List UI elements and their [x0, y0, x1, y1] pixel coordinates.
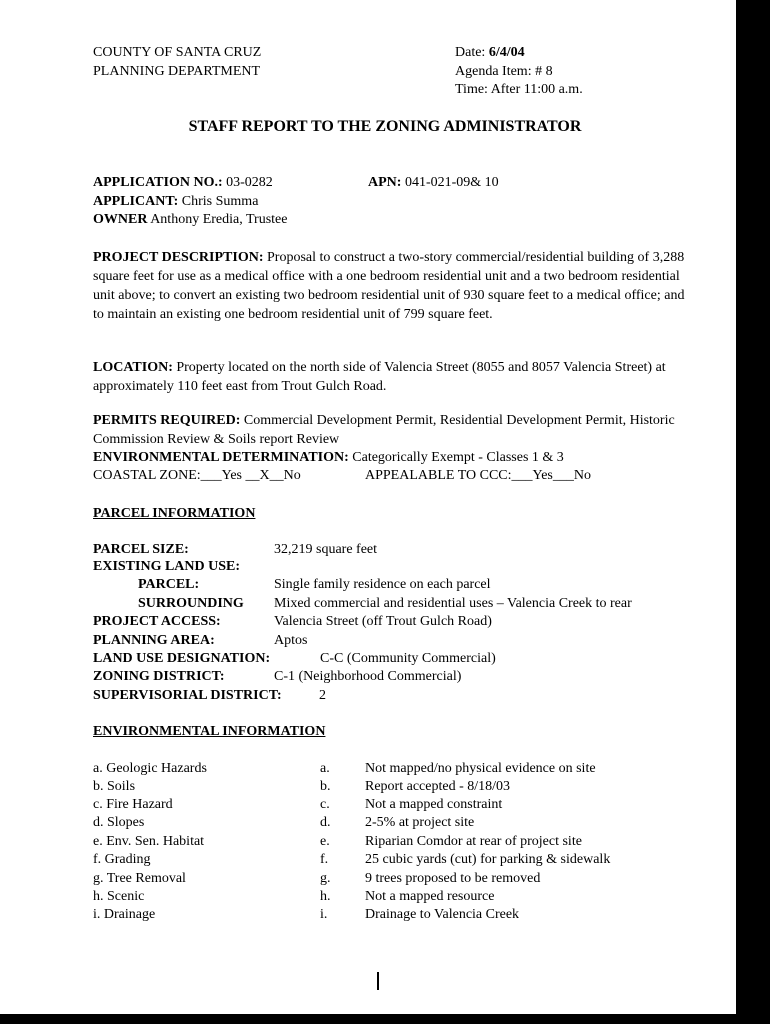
applicant-value: Chris Summa — [181, 194, 259, 209]
parcel-size-label: PARCEL SIZE: — [93, 542, 189, 557]
land-use-designation-label: LAND USE DESIGNATION: — [93, 651, 271, 666]
env-item-letter: b. — [320, 779, 331, 794]
env-item-letter: a. — [320, 761, 330, 776]
parcel-value: Single family residence on each parcel — [274, 577, 491, 592]
environmental-determination — [93, 449, 564, 467]
env-item-letter: i. — [320, 907, 328, 922]
application-line — [93, 174, 273, 192]
project-description-text: Proposal to construct a two-story commercial/residential building of 3,288 square feet for use as a medical office with a one bedroom residential unit and a two bedroom residential unit above; to convert an existing two bedroom residential unit of 930 square feet to a medical office; and to maintain an existing one bedroom residential unit of 799 square feet. — [93, 250, 685, 322]
date-line — [455, 44, 525, 62]
permits-label: PERMITS REQUIRED: — [93, 413, 241, 428]
env-item-value: 2-5% at project site — [365, 815, 475, 830]
env-item-label: h. Scenic — [93, 889, 145, 904]
date-label: Date: — [455, 45, 486, 60]
env-item-label: e. Env. Sen. Habitat — [93, 834, 205, 849]
env-item-label: c. Fire Hazard — [93, 797, 173, 812]
env-item-label: i. Drainage — [93, 907, 156, 922]
agenda-line — [455, 63, 553, 81]
surrounding-label: SURROUNDING — [138, 596, 244, 611]
page-mark — [377, 972, 379, 990]
location — [93, 358, 673, 396]
permits — [93, 411, 693, 449]
time-line — [455, 81, 583, 99]
project-description — [93, 248, 693, 324]
surrounding-value: Mixed commercial and residential uses – Valencia Creek to rear — [274, 596, 632, 611]
applicant-label: APPLICANT: — [93, 194, 179, 209]
parcel-size-value: 32,219 square feet — [274, 542, 378, 557]
env-item-label: b. Soils — [93, 779, 136, 794]
time-value: After 11:00 a.m. — [490, 82, 583, 97]
owner-line — [93, 211, 287, 229]
env-item-label: d. Slopes — [93, 815, 145, 830]
env-item-letter: f. — [320, 852, 329, 867]
parcel-information-heading: PARCEL INFORMATION — [93, 506, 256, 521]
env-item-value: 25 cubic yards (cut) for parking & sidewalk — [365, 852, 611, 867]
location-label: LOCATION: — [93, 360, 173, 375]
department-name: PLANNING DEPARTMENT — [93, 64, 261, 79]
zoning-district-value: C-1 (Neighborhood Commercial) — [274, 669, 462, 684]
project-description-label: PROJECT DESCRIPTION: — [93, 250, 264, 265]
zoning-district-label: ZONING DISTRICT: — [93, 669, 225, 684]
env-item-letter: d. — [320, 815, 331, 830]
date-value: 6/4/04 — [488, 45, 525, 60]
env-item-value: Not a mapped constraint — [365, 797, 503, 812]
environmental-information-heading: ENVIRONMENTAL INFORMATION — [93, 724, 326, 739]
env-item-value: Not mapped/no physical evidence on site — [365, 761, 596, 776]
permits-text: Commercial Development Permit, Residential Development Permit, Historic Commission Review & Soils report Review — [93, 413, 675, 447]
env-item-letter: g. — [320, 871, 331, 886]
env-item-letter: e. — [320, 834, 330, 849]
scan-edge-bottom — [0, 1014, 770, 1024]
existing-land-use-label: EXISTING LAND USE: — [93, 559, 241, 574]
env-determination-text: Categorically Exempt - Classes 1 & 3 — [352, 450, 564, 465]
location-text: Property located on the north side of Valencia Street (8055 and 8057 Valencia Street) at approximately 110 feet east from Trout Gulch Road. — [93, 360, 666, 394]
scan-edge-right — [736, 0, 770, 1024]
apn-line — [368, 174, 499, 192]
project-access-label: PROJECT ACCESS: — [93, 614, 221, 629]
parcel-label: PARCEL: — [138, 577, 200, 592]
county-name: COUNTY OF SANTA CRUZ — [93, 45, 262, 60]
application-label: APPLICATION NO.: — [93, 175, 223, 190]
planning-area-label: PLANNING AREA: — [93, 633, 215, 648]
env-item-value: Not a mapped resource — [365, 889, 495, 904]
apn-label: APN: — [368, 175, 402, 190]
agenda-label: Agenda Item: — [455, 64, 532, 79]
env-item-label: a. Geologic Hazards — [93, 761, 207, 776]
env-item-value: 9 trees proposed to be removed — [365, 871, 541, 886]
env-item-letter: c. — [320, 797, 330, 812]
env-item-letter: h. — [320, 889, 331, 904]
env-item-label: f. Grading — [93, 852, 151, 867]
supervisorial-district-value: 2 — [319, 688, 326, 703]
application-value: 03-0282 — [226, 175, 273, 190]
env-item-value: Riparian Comdor at rear of project site — [365, 834, 582, 849]
env-item-value: Report accepted - 8/18/03 — [365, 779, 511, 794]
applicant-line — [93, 193, 258, 211]
appealable-ccc: APPEALABLE TO CCC:___Yes___No — [365, 468, 591, 483]
supervisorial-district-label: SUPERVISORIAL DISTRICT: — [93, 688, 282, 703]
env-item-label: g. Tree Removal — [93, 871, 186, 886]
coastal-zone: COASTAL ZONE:___Yes __X__No — [93, 468, 301, 483]
land-use-designation-value: C-C (Community Commercial) — [320, 651, 496, 666]
apn-value: 041-021-09& 10 — [404, 175, 499, 190]
owner-label: OWNER — [93, 212, 148, 227]
planning-area-value: Aptos — [274, 633, 308, 648]
owner-value: Anthony Eredia, Trustee — [150, 212, 288, 227]
agenda-value: # 8 — [535, 64, 553, 79]
project-access-value: Valencia Street (off Trout Gulch Road) — [274, 614, 492, 629]
env-item-value: Drainage to Valencia Creek — [365, 907, 520, 922]
report-title: STAFF REPORT TO THE ZONING ADMINISTRATOR — [188, 118, 582, 135]
env-determination-label: ENVIRONMENTAL DETERMINATION: — [93, 450, 349, 465]
time-label: Time: — [455, 82, 488, 97]
